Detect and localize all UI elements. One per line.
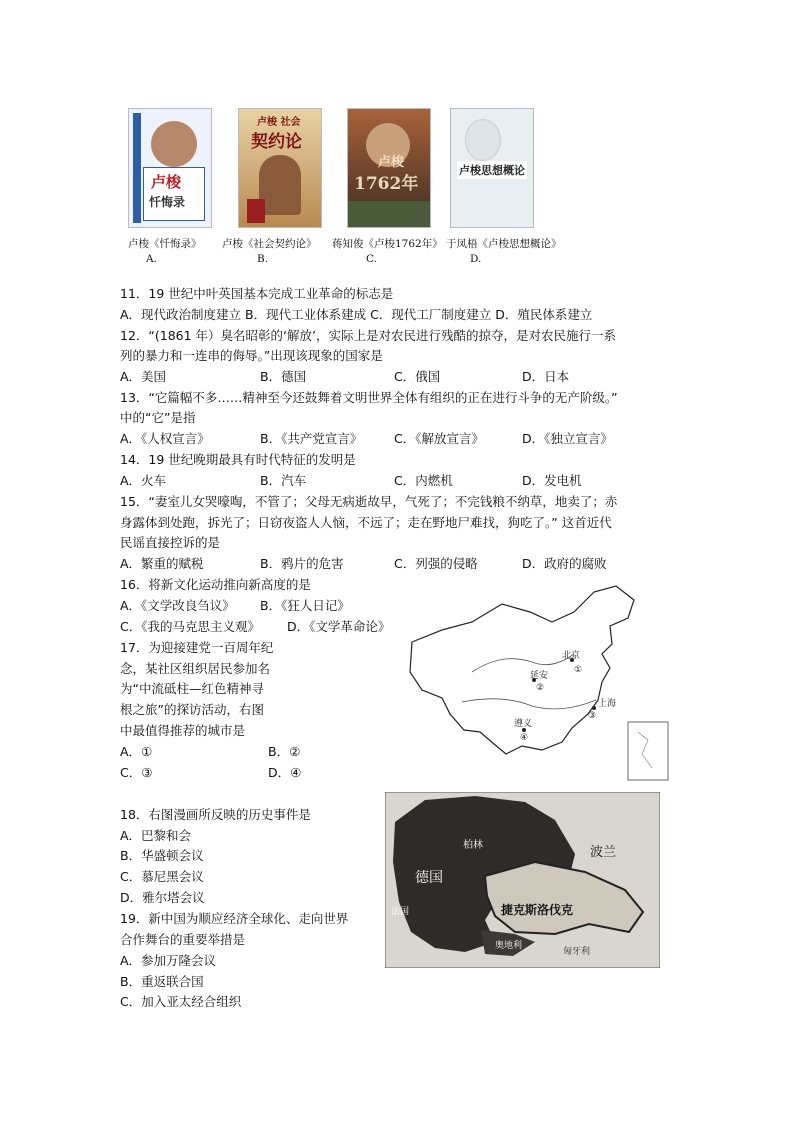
south-china-sea-inset (628, 722, 668, 780)
q16-option-b: B．《狂人日记》 (260, 598, 350, 613)
q17-stem-5: 中最值得推荐的城市是 (120, 723, 246, 738)
czech-label: 捷克斯洛伐克 (501, 903, 574, 917)
q15-stem-3: 民谣直接控诉的是 (120, 535, 221, 550)
poland-label: 波兰 (590, 845, 617, 860)
yanan-label: 延安 (530, 671, 549, 681)
austria-label: 奥地利 (495, 941, 523, 951)
q15-stem-1: 15．“妻室儿女哭嚎啕，不管了；父母无病逝故早，气死了；不完钱粮不纳草，地卖了；赤 (120, 494, 618, 509)
n2-label: ② (536, 683, 545, 693)
q15-option-c: C．列强的侵略 (394, 556, 478, 571)
q13-stem-1: 13．“它篇幅不多……精神至今还鼓舞着文明世界全体有组织的正在进行斗争的无产阶级。” (120, 390, 618, 405)
q17-stem-4: 根之旅”的探访活动，右图 (120, 702, 264, 717)
q13-option-c: C．《解放宣言》 (394, 431, 484, 446)
q16-stem: 16．将新文化运动推向新高度的是 (120, 577, 311, 592)
book-d-caption: 于凤梧《卢梭思想概论》 (446, 238, 562, 250)
book-a-subtitle: 忏悔录 (149, 195, 186, 209)
book-d-letter: D. (470, 253, 482, 265)
q17-stem-1: 17．为迎接建党一百周年纪 (120, 640, 274, 655)
q12-option-c: C．俄国 (394, 369, 441, 384)
q19-option-c: C．加入亚太经合组织 (120, 994, 242, 1009)
q17-stem-3: 为“中流砥柱—红色精神寻 (120, 681, 264, 696)
q15-stem-2: 身露体到处跑，拆光了；日窃夜盗人人恼，不远了；走在野地尸难找，狗吃了。” 这首近代 (120, 515, 612, 530)
n4-label: ④ (520, 733, 529, 743)
q15-option-d: D．政府的腐败 (522, 556, 607, 571)
beijing-label: 北京 (562, 651, 581, 661)
q17-option-d: D．④ (268, 765, 302, 780)
n3-label: ③ (588, 711, 597, 721)
q12-option-a: A．美国 (120, 369, 167, 384)
book-c-year: 1762年 (354, 174, 419, 194)
munich-cartoon-map (385, 792, 660, 968)
q16-option-d: D．《文学革命论》 (287, 619, 391, 634)
q15-option-b: B．鸦片的危害 (260, 556, 344, 571)
q18-option-c: C．慕尼黑会议 (120, 869, 204, 884)
book-d-title: 卢梭思想概论 (457, 161, 527, 179)
q14-option-c: C．内燃机 (394, 473, 453, 488)
berlin-label: 柏林 (463, 840, 483, 851)
book-cover-confessions (128, 108, 212, 228)
book-a-letter: A. (146, 253, 157, 265)
q19-option-a: A．参加万隆会议 (120, 953, 217, 968)
book-c-title: 卢梭 (378, 155, 405, 170)
q15-option-a: A．繁重的赋税 (120, 556, 204, 571)
q14-option-b: B．汽车 (260, 473, 307, 488)
q19-stem-1: 19．新中国为顺应经济全球化、走向世界 (120, 911, 349, 926)
q13-option-d: D．《独立宣言》 (522, 431, 613, 446)
q14-option-d: D．发电机 (522, 473, 582, 488)
q12-option-b: B．德国 (260, 369, 307, 384)
book-c-letter: C. (366, 253, 377, 265)
q12-stem-2: 列的暴力和一连串的侮辱。”出现该现象的国家是 (120, 348, 383, 363)
shanghai-label: 上海 (598, 699, 617, 709)
book-b-letter: B. (257, 253, 269, 265)
shanghai-dot (592, 706, 596, 710)
q18-option-b: B．华盛顿会议 (120, 848, 204, 863)
book-c-caption: 蒋知俊《卢梭1762年》 (332, 238, 443, 250)
book-b-top: 卢梭 社会 (257, 117, 301, 128)
q18-option-d: D．雅尔塔会议 (120, 890, 205, 905)
q17-option-a: A．① (120, 744, 153, 759)
france-label: 法国 (391, 907, 410, 917)
q12-option-d: D．日本 (522, 369, 570, 384)
book-cover-social-contract (238, 108, 322, 228)
book-b-title: 契约论 (251, 132, 302, 152)
q17-option-b: B．② (268, 744, 301, 759)
book-cover-thought (450, 108, 534, 228)
q18-option-a: A．巴黎和会 (120, 828, 192, 843)
q11-stem: 11．19 世纪中叶英国基本完成工业革命的标志是 (120, 286, 394, 301)
n1-label: ① (574, 665, 583, 675)
q13-stem-2: 中的“它”是指 (120, 410, 196, 425)
book-a-caption: 卢梭《忏悔录》 (128, 238, 202, 250)
q12-stem-1: 12．“(1861 年）臭名昭彰的‘解放’，实际上是对农民进行残酷的掠夺，是对农民施行一系 (120, 328, 616, 343)
q19-stem-2: 合作舞台的重要举措是 (120, 932, 246, 947)
q13-option-a: A．《人权宣言》 (120, 431, 210, 446)
book-a-title: 卢梭 (151, 173, 182, 191)
hungary-label: 匈牙利 (563, 947, 591, 957)
book-b-caption: 卢梭《社会契约论》 (222, 238, 317, 250)
q11-options: A．现代政治制度建立 B．现代工业体系建成 C．现代工厂制度建立 D．殖民体系建立 (120, 307, 593, 322)
q13-option-b: B．《共产党宣言》 (260, 431, 363, 446)
germany-label: 德国 (415, 870, 443, 886)
q16-option-c: C．《我的马克思主义观》 (120, 619, 260, 634)
zunyi-label: 遵义 (514, 719, 533, 729)
q18-stem: 18．右图漫画所反映的历史事件是 (120, 807, 311, 822)
q17-stem-2: 念，某社区组织居民参加名 (120, 661, 271, 676)
q17-option-c: C．③ (120, 765, 153, 780)
q19-option-b: B．重返联合国 (120, 974, 204, 989)
book-cover-1762 (347, 108, 431, 228)
q14-option-a: A．火车 (120, 473, 167, 488)
q16-option-a: A．《文学改良刍议》 (120, 598, 235, 613)
china-map (402, 582, 674, 784)
q14-stem: 14．19 世纪晚期最具有时代特征的发明是 (120, 452, 356, 467)
